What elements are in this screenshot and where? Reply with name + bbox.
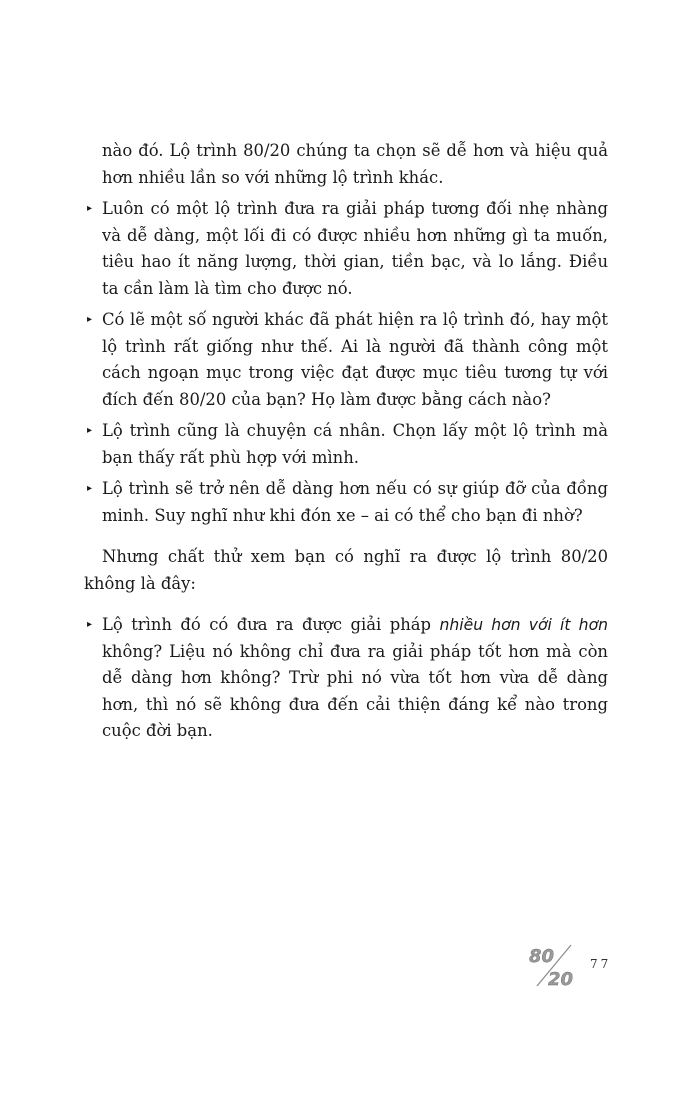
body-paragraph: Nhưng chất thử xem bạn có nghĩ ra được lộ trình 80/20 không là đây: <box>84 547 608 593</box>
logo-bottom-number: 20 <box>548 969 574 988</box>
bullet-item-4: Lộ trình sẽ trở nên dễ dàng hơn nếu có sự giúp đỡ của đồng minh. Suy nghĩ như khi đón xe – ai có thể cho bạn đi nhờ? <box>102 479 608 525</box>
emphasis-text: nhiều hơn với ít hơn <box>439 616 608 634</box>
logo-top-number: 80 <box>529 946 555 967</box>
bullet-item-2: Có lẽ một số người khác đã phát hiện ra lộ trình đó, hay một lộ trình rất giống như thế. Ai là người đã thành công một cách ngoạn mục trong việc đạt được mục tiêu tương tự với đích đến 80/20 của bạn? Họ làm được bằng cách nào? <box>102 310 608 409</box>
bullet-icon: ▸ <box>87 314 93 325</box>
bullet-item-1: Luôn có một lộ trình đưa ra giải pháp tương đối nhẹ nhàng và dễ dàng, một lối đi có được nhiều hơn những gì ta muốn, tiêu hao ít năng lượng, thời gian, tiền bạc, và lo lắng. Điều ta cần làm là tìm cho được nó. <box>102 199 608 298</box>
bullet-icon: ▸ <box>87 203 93 214</box>
page-number: 77 <box>590 957 612 971</box>
bullet-text-after: không? Liệu nó không chỉ đưa ra giải pháp tốt hơn mà còn dễ dàng hơn không? Trừ phi nó vừa tốt hơn vừa dễ dàng hơn, thì nó sẽ không đưa đến cải thiện đáng kể nào trong cuộc đời bạn. <box>102 641 608 740</box>
bullet-item-3: Lộ trình cũng là chuyện cá nhân. Chọn lấy một lộ trình mà bạn thấy rất phù hợp với mình. <box>102 421 608 467</box>
bullet-icon: ▸ <box>87 619 93 630</box>
bullet-icon: ▸ <box>87 483 93 494</box>
bullet-item-5 <box>102 612 608 745</box>
logo-80-20-icon <box>528 942 578 988</box>
bullet-text-before: Lộ trình đó có đưa ra được giải pháp <box>102 615 440 634</box>
continuation-text: nào đó. Lộ trình 80/20 chúng ta chọn sẽ dễ hơn và hiệu quả hơn nhiều lần so với những lộ trình khác. <box>102 141 608 187</box>
bullet-icon: ▸ <box>87 425 93 436</box>
